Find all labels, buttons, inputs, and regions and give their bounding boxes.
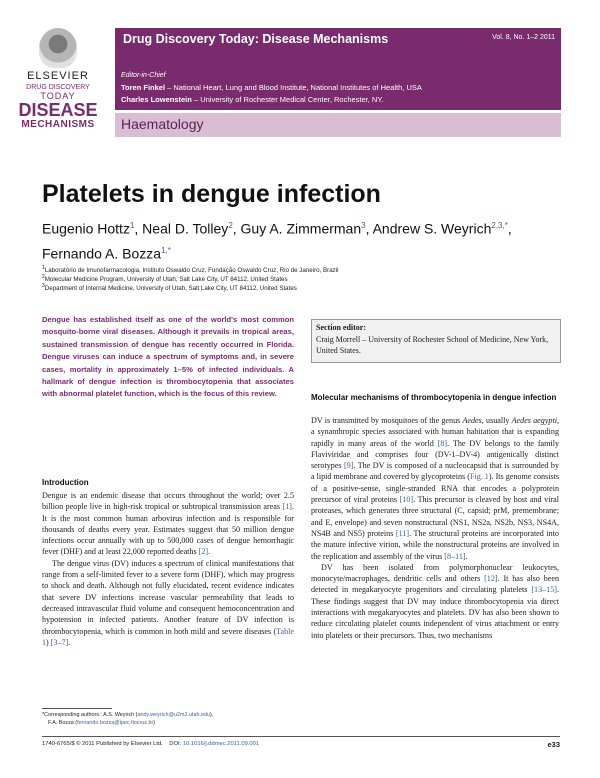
section-name: Haematology [121,116,204,132]
citation-link[interactable]: [1] [282,502,292,512]
editor-label: Editor-in-Chief [121,72,166,79]
intro-paragraph-1 [42,490,294,558]
affiliation-3 [42,283,297,292]
author-name: , Andrew S. Weyrich [365,220,492,237]
author-sup: 2,3, [491,221,505,230]
footnote-line-2 [48,720,155,726]
text-run: DV is transmitted by mosquitoes of the genus [311,416,463,425]
editor2-affil: – University of Rochester Medical Center, Rochester, NY. [191,95,384,104]
editor2-name: Charles Lowenstein [121,95,192,104]
editor1-affil: – National Heart, Lung and Blood Institute, National Institutes of Health, USA [165,83,422,92]
citation-link[interactable]: [10] [399,495,414,505]
editor-in-chief-block [115,70,561,110]
author-name: , Guy A. Zimmerman [232,220,362,237]
text-run: . [68,637,71,647]
footnote-line-1 [42,712,213,718]
affiliation-1 [42,265,339,274]
affiliation-2 [42,274,288,283]
intro-heading: Introduction [42,478,89,487]
affil-sup: 2 [42,274,45,280]
publisher-name: ELSEVIER [27,70,89,82]
footnote-text: ), [209,712,214,718]
email-link[interactable]: andy.weyrich@u2m2.utah.edu [137,712,210,718]
page-number: e33 [547,740,560,749]
footer-rule [42,736,560,737]
text-run: , a synanthropic species associated with human habitation that is expanding rapidly in many areas of the world [311,416,559,448]
footer-copyright [42,741,259,747]
section-bar [115,113,561,137]
figure-link[interactable]: Fig. 1 [469,472,489,482]
logo-mechanisms: MECHANISMS [21,119,95,130]
citation-link[interactable]: [8–11] [444,551,466,561]
corresponding-star[interactable]: * [167,245,171,255]
footnote-text: *Corresponding authors.: A.S. Weyrich ( [42,712,138,718]
mechanisms-paragraph-1 [311,415,559,562]
elsevier-tree-logo [39,28,77,68]
text-run: . These findings suggest that DV may induce thrombocytopenia via direct interactions with megakaryocytes and platelets. DV has also been shown to reduce circulating platelet counts independent of virus attachment or entry into platelets or their precursors. Thus, two mechanisms [311,585,559,640]
citation-link[interactable]: [2] [198,547,209,557]
text-run: ). Its genome consists of a positive-sense, single-stranded RNA that encodes a polyprotein precursor of viral proteins [311,472,559,505]
text-run: DV has been isolated from polymorphonuclear leukocytes, monocyte/macrophages, dendritic cells and others [311,562,559,584]
doi-link[interactable]: 10.1016/j.ddmec.2011.09.001 [182,741,260,747]
section-editor-box [311,319,561,363]
footnote-text: F.A. Bozza ( [48,720,78,726]
author-name: Eugenio Hottz [42,220,130,237]
text-run-italic: Aedes [462,416,482,425]
affil-text: Department of Internal Medicine, University of Utah, Salt Lake City, UT 84112, United States [44,285,297,293]
text-run: . The structural proteins are incorporated into the mature infective virion, while the nonstructural proteins are involved in the replication and assembly of the virus [311,528,559,561]
abstract: Dengue has established itself as one of the world's most common mosquito-borne viral diseases. Although it prevails in tropical areas, sustained transmission of dengue has recently occurred in Florida. Dengue viruses can induce a spectrum of symptoms and, in severe cases, mortality in approximately 1–5% of infected individuals. A hallmark of dengue infection is thrombocytopenia that associates with abnormal platelet function, which is the focus of this review. [42,315,294,399]
footnote-text: ) [153,720,156,726]
mechanisms-body [311,415,559,641]
author-name: Fernando A. Bozza [42,245,162,262]
citation-link[interactable]: [9] [344,461,354,471]
email-link[interactable]: fernando.bozza@ipec.fiocruz.br [77,720,154,726]
text-run: . It is the most common human arbovirus infection and is responsible for thousands of deaths every year. Estimates suggest that 50 million dengue infections occur annually with up to 500,000 cases of dengue hemorrhagic fever (DHF) and at least 22,000 reported deaths [42,502,294,557]
text-run: . The DV is composed of a nucleocapsid that is surrounded by a lipid membrane and covered by glycoproteins ( [311,461,559,482]
table-link[interactable]: Table 1 [42,626,294,647]
text-run: . The DV belongs to the family Flaviviridae and comprises four (DV-1–DV-4) antigenically distinct serotypes [311,438,559,471]
affil-text: Laboratório de Imunofarmacologia, Instituto Oswaldo Cruz, Fundação Oswaldo Cruz, Rio de Janeiro, Brazil [44,267,339,275]
affil-sup: 3 [42,283,45,289]
editor-line-2 [121,95,383,104]
author-sup: 2 [228,221,233,230]
text-run: . This precursor is cleaved by host and viral proteases, which generates three structural (C, capsid; prM, premembrane; and E, envelope) and seven nonstructural (NS1, NS2a, NS2b, NS3, NS4A, NS4B and NS5) proteins [311,495,560,538]
citation-link[interactable]: [8] [437,438,448,448]
citation-link[interactable]: [13–15] [531,585,557,595]
author-list: Eugenio Hottz$^1$, Neal D. Tolley$^2$, Guy A. Zimmerman$^3$, Andrew S. Weyrich$^{2,3,*}$, Fernando A. Bozza$^{1,*}$ [42,220,512,262]
text-run: ) [46,637,51,647]
author-name: , Neal D. Tolley [134,220,229,237]
citation-link[interactable]: [3–7] [50,637,69,647]
intro-paragraph-2 [42,558,294,648]
text-run: , usually [481,416,512,425]
author-sup: 3 [361,221,366,230]
intro-body [42,490,294,648]
mechanisms-heading: Molecular mechanisms of thrombocytopenia in dengue infection [311,393,557,402]
affil-sup: 1 [42,265,45,271]
footnote-rule [42,708,112,709]
section-editor-label: Section editor: [316,323,366,332]
article-title: Platelets in dengue infection [42,180,381,208]
corresponding-star[interactable]: * [504,221,508,230]
section-editor-value: Craig Morrell – University of Rochester School of Medicine, New York, United States. [316,335,549,355]
text-run: . [208,547,211,557]
logo-today: TODAY [40,91,76,101]
mechanisms-paragraph-2 [311,562,559,641]
text-run: The dengue virus (DV) induces a spectrum of clinical manifestations that range from a self-limited fever to a severe form (DHF), which may progress to shock and death. Although not fully elucidated, recent evidence indicates that severe DV infections increase vascular permeability that leads to decreased intravascular fluid volume and consequent hemoconcentration and hypotension in infected patients. Another feature of DV infection is thrombocytopenia, which is common in both mild and severe diseases ( [42,558,294,636]
logo-disease: DISEASE [18,100,98,120]
text-run: . [465,551,468,561]
editor-line-1 [121,83,422,92]
author-sup: 1, [161,245,168,255]
journal-logo [8,28,108,133]
citation-link[interactable]: [12] [484,574,498,584]
affil-text: Molecular Medicine Program, University of Utah, Salt Lake City, UT 84112, United States [44,276,288,284]
author-sup: 1 [129,221,135,230]
text-run: Dengue is an endemic disease that occurs throughout the world; over 2.5 billion people live in high-risk tropical or subtropical transmission areas [42,491,294,512]
copyright-text: 1740-6765/$ © 2011 Published by Elsevier Ltd. [42,741,163,747]
journal-volume: Vol. 8, No. 1–2 2011 [492,34,555,41]
citation-link[interactable]: [11] [395,528,410,538]
journal-title: Drug Discovery Today: Disease Mechanisms [123,32,389,46]
logo-drug-discovery: DRUG DISCOVERY [26,84,90,91]
text-run: . It has also been detected in megakaryocyte progenitors and circulating platelets [311,574,559,595]
editor1-name: Toren Finkel [121,83,166,92]
text-run-italic: Aedes aegypti [511,416,557,425]
doi-label: DOI: [169,741,183,747]
